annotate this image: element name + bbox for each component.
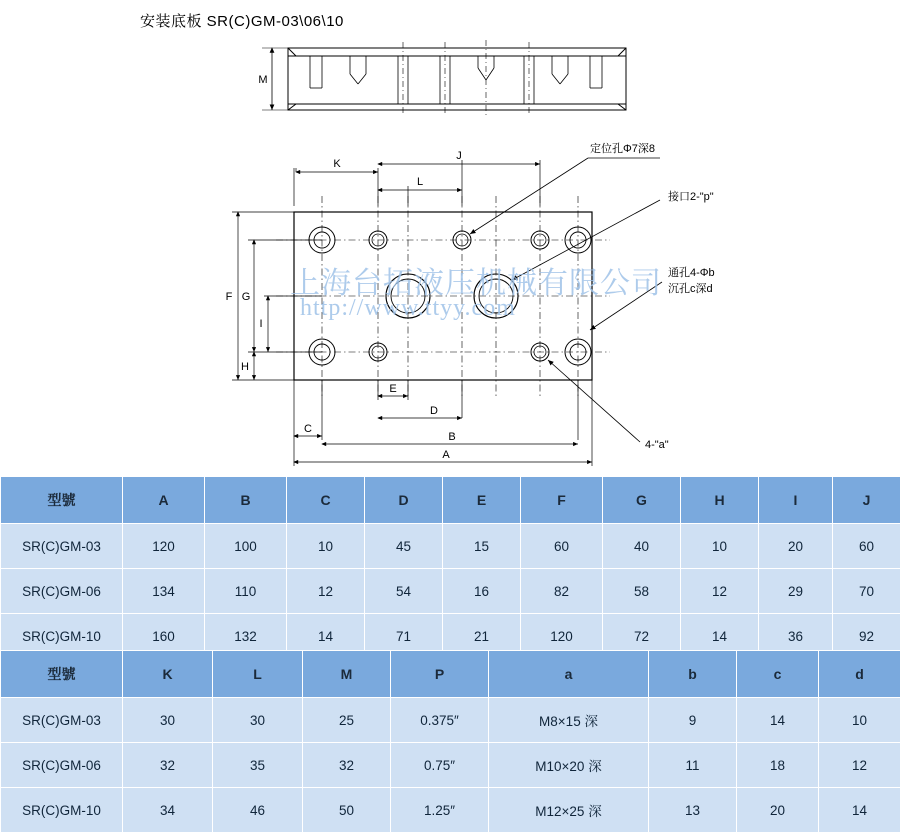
cell-B: 100: [205, 524, 287, 569]
cell-J: 92: [833, 614, 900, 659]
cell-F: 120: [521, 614, 603, 659]
cell-a: M8×15 深: [489, 698, 649, 743]
table-row: [1, 569, 900, 614]
col-header-D: D: [365, 477, 443, 524]
dim-label-K: K: [333, 158, 341, 170]
cell-K: 32: [123, 743, 213, 788]
cell-J: 60: [833, 524, 900, 569]
cell-a: M10×20 深: [489, 743, 649, 788]
cell-M: 25: [303, 698, 391, 743]
dim-label-M: M: [258, 74, 267, 86]
cell-E: 16: [443, 569, 521, 614]
dim-label-E: E: [389, 383, 396, 395]
cell-b: 11: [649, 743, 737, 788]
col-header-model: 型號: [1, 651, 123, 698]
dim-label-J: J: [456, 150, 462, 162]
cell-B: 132: [205, 614, 287, 659]
dim-label-I: I: [259, 318, 262, 330]
row-model: SR(C)GM-06: [1, 569, 123, 614]
dimension-table-1: [0, 476, 900, 659]
row-model: SR(C)GM-03: [1, 524, 123, 569]
col-header-C: C: [287, 477, 365, 524]
cell-d: 10: [819, 698, 900, 743]
note-locating-hole: 定位孔Φ7深8: [590, 141, 655, 155]
cell-G: 58: [603, 569, 681, 614]
col-header-a: a: [489, 651, 649, 698]
col-header-H: H: [681, 477, 759, 524]
row-model: SR(C)GM-03: [1, 698, 123, 743]
cell-H: 10: [681, 524, 759, 569]
col-header-model: 型號: [1, 477, 123, 524]
dim-label-F: F: [226, 291, 233, 303]
note-through-hole: 通孔4-Φb: [668, 265, 715, 279]
cell-G: 40: [603, 524, 681, 569]
cell-C: 12: [287, 569, 365, 614]
cell-d: 14: [819, 788, 900, 833]
row-model: SR(C)GM-06: [1, 743, 123, 788]
table-row: [1, 698, 900, 743]
dim-label-B: B: [448, 431, 455, 443]
cell-E: 15: [443, 524, 521, 569]
cell-P: 1.25″: [391, 788, 489, 833]
cell-B: 110: [205, 569, 287, 614]
cell-P: 0.75″: [391, 743, 489, 788]
col-header-F: F: [521, 477, 603, 524]
cell-D: 45: [365, 524, 443, 569]
dim-label-C: C: [304, 423, 312, 435]
cell-I: 20: [759, 524, 833, 569]
cell-a: M12×25 深: [489, 788, 649, 833]
table-header-row: [1, 651, 900, 698]
dim-label-L: L: [417, 176, 423, 188]
table-row: [1, 743, 900, 788]
cell-M: 32: [303, 743, 391, 788]
col-header-B: B: [205, 477, 287, 524]
cell-d: 12: [819, 743, 900, 788]
cell-M: 50: [303, 788, 391, 833]
cell-C: 10: [287, 524, 365, 569]
cell-A: 160: [123, 614, 205, 659]
watermark-company: 上海台拓液压机械有限公司: [290, 258, 662, 302]
col-header-I: I: [759, 477, 833, 524]
note-thread: 4-"a": [645, 439, 669, 451]
dim-label-H: H: [241, 361, 249, 373]
cell-G: 72: [603, 614, 681, 659]
col-header-K: K: [123, 651, 213, 698]
col-header-E: E: [443, 477, 521, 524]
cell-b: 13: [649, 788, 737, 833]
note-port: 接口2-"p": [668, 189, 714, 203]
cell-C: 14: [287, 614, 365, 659]
table-row: [1, 524, 900, 569]
col-header-b: b: [649, 651, 737, 698]
table-row: [1, 788, 900, 833]
col-header-P: P: [391, 651, 489, 698]
cell-D: 71: [365, 614, 443, 659]
cell-H: 12: [681, 569, 759, 614]
cell-I: 36: [759, 614, 833, 659]
col-header-c: c: [737, 651, 819, 698]
cell-K: 30: [123, 698, 213, 743]
cell-F: 60: [521, 524, 603, 569]
cell-I: 29: [759, 569, 833, 614]
table-header-row: [1, 477, 900, 524]
cell-c: 14: [737, 698, 819, 743]
col-header-d: d: [819, 651, 900, 698]
page-title: 安装底板 SR(C)GM-03\06\10: [140, 10, 344, 31]
row-model: SR(C)GM-10: [1, 788, 123, 833]
cell-F: 82: [521, 569, 603, 614]
cell-E: 21: [443, 614, 521, 659]
note-counterbore: 沉孔c深d: [668, 281, 713, 295]
cell-J: 70: [833, 569, 900, 614]
row-model: SR(C)GM-10: [1, 614, 123, 659]
cell-K: 34: [123, 788, 213, 833]
col-header-L: L: [213, 651, 303, 698]
col-header-G: G: [603, 477, 681, 524]
cell-c: 18: [737, 743, 819, 788]
cell-c: 20: [737, 788, 819, 833]
cell-L: 30: [213, 698, 303, 743]
col-header-A: A: [123, 477, 205, 524]
cell-D: 54: [365, 569, 443, 614]
cell-A: 120: [123, 524, 205, 569]
col-header-J: J: [833, 477, 900, 524]
cell-A: 134: [123, 569, 205, 614]
watermark-url: http://www.ttyy.com: [300, 295, 516, 322]
cell-H: 14: [681, 614, 759, 659]
dimension-table-2: [0, 650, 900, 833]
cell-b: 9: [649, 698, 737, 743]
dim-label-A: A: [442, 449, 450, 461]
cell-L: 35: [213, 743, 303, 788]
dim-label-D: D: [430, 405, 438, 417]
cell-P: 0.375″: [391, 698, 489, 743]
dim-label-G: G: [242, 291, 251, 303]
cell-L: 46: [213, 788, 303, 833]
col-header-M: M: [303, 651, 391, 698]
